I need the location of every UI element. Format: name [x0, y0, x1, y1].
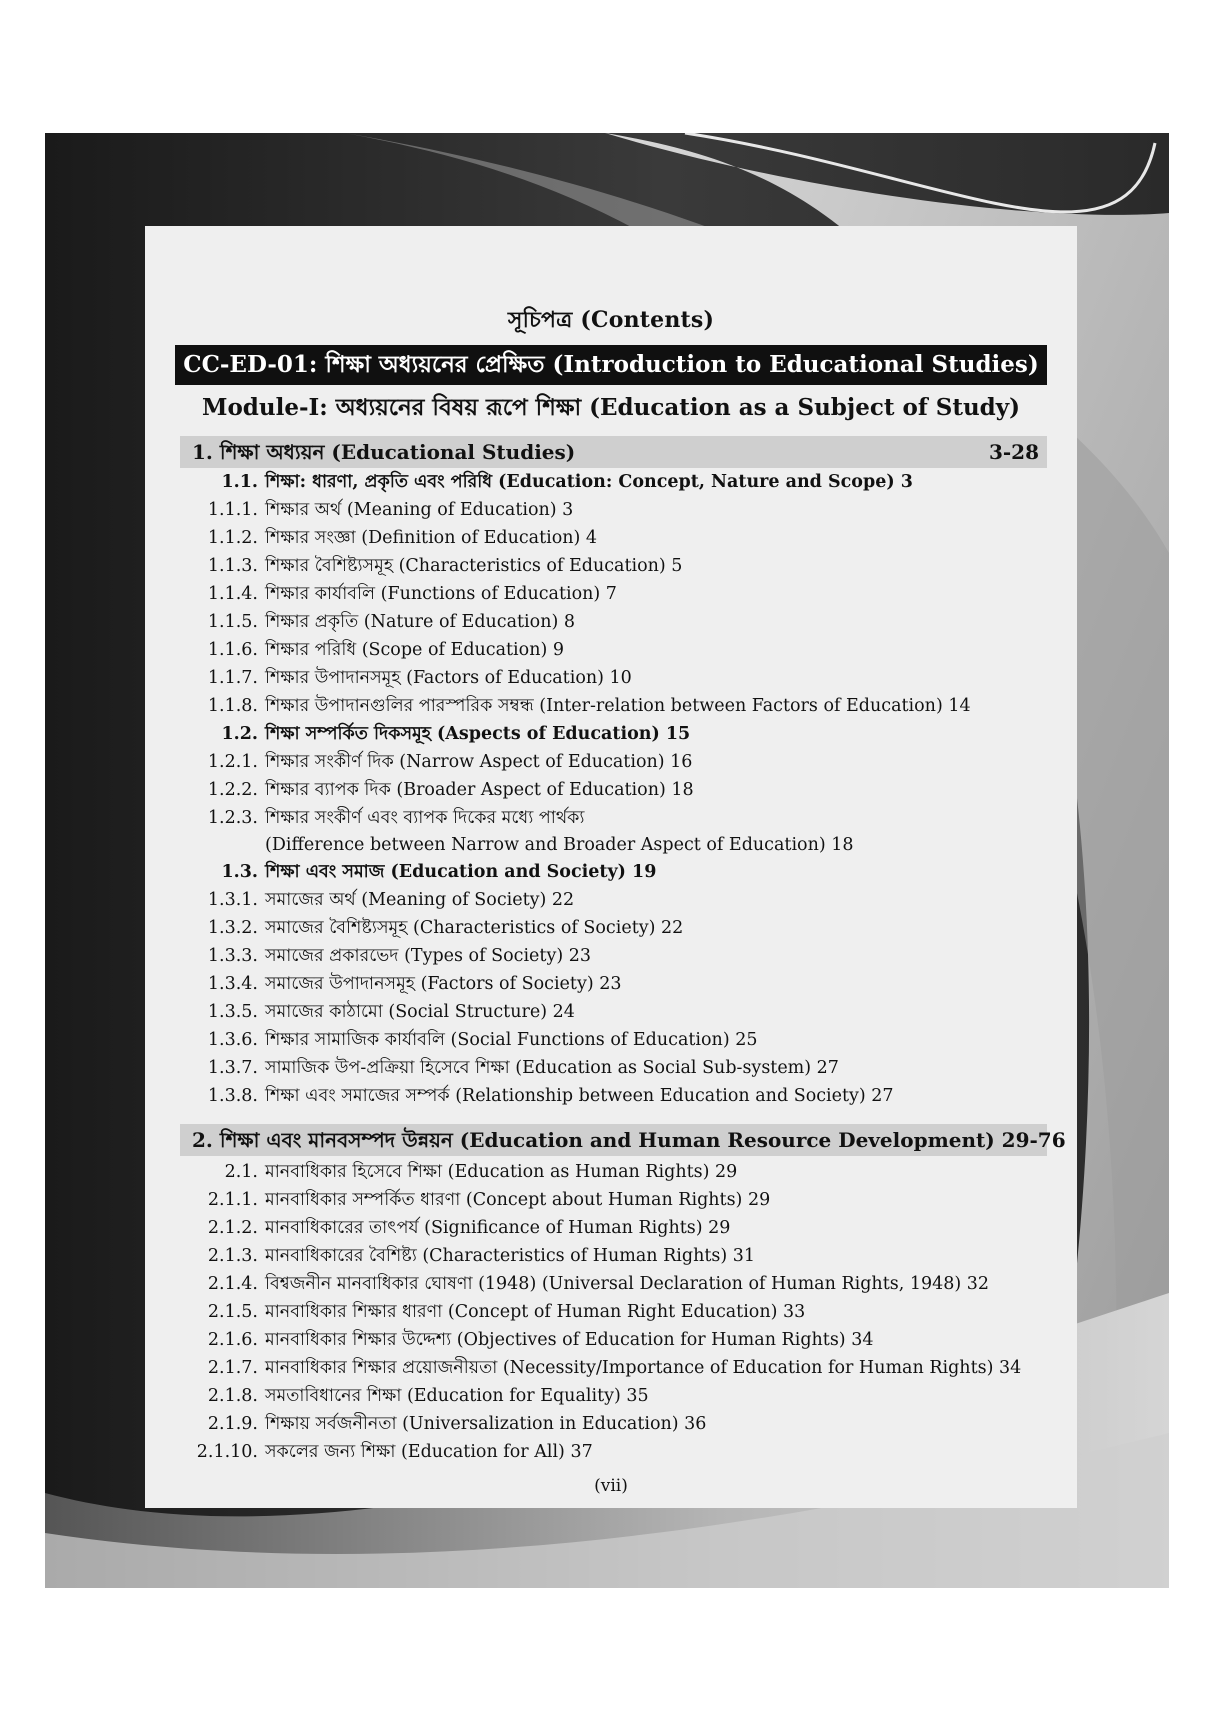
entry-title: শিক্ষার ব্যাপক দিক (Broader Aspect of Education) 18 — [265, 780, 694, 800]
entry-number: 2.1.1. — [207, 1190, 258, 1210]
entry-title: মানবাধিকারের বৈশিষ্ট্য (Characteristics of Human Rights) 31 — [265, 1246, 756, 1266]
entry-title: বিশ্বজনীন মানবাধিকার ঘোষণা (1948) (Universal Declaration of Human Rights, 1948) 32 — [265, 1274, 990, 1294]
entry-number: 2.1.8. — [207, 1386, 258, 1406]
entry-title: শিক্ষার কার্যাবলি (Functions of Education) 7 — [265, 584, 617, 604]
entry-title: শিক্ষায় সর্বজনীনতা (Universalization in Education) 36 — [265, 1414, 707, 1434]
entry-number: 1.3.6. — [207, 1030, 258, 1050]
entry-title: শিক্ষার সংজ্ঞা (Definition of Education) 4 — [265, 528, 598, 548]
entry-title: সমতাবিধানের শিক্ষা (Education for Equality) 35 — [265, 1386, 649, 1406]
entry-title: শিক্ষার উপাদানসমূহ (Factors of Education) 10 — [265, 668, 632, 688]
entry-title: সকলের জন্য শিক্ষা (Education for All) 37 — [265, 1442, 593, 1462]
entry-title: শিক্ষা এবং সমাজের সম্পর্ক (Relationship between Education and Society) 27 — [265, 1086, 894, 1106]
entry-number: 1.1.1. — [207, 500, 258, 520]
entry-number: 1.2.2. — [207, 780, 258, 800]
entry-title: শিক্ষার পরিধি (Scope of Education) 9 — [265, 640, 564, 660]
entry-title: শিক্ষার সংকীর্ণ দিক (Narrow Aspect of Education) 16 — [265, 752, 693, 772]
entry-number: 1.2.3. — [207, 808, 258, 828]
entry-number: 1.1.3. — [207, 556, 258, 576]
contents-title: সূচিপত্র (Contents) — [507, 307, 715, 333]
entry-title: (Difference between Narrow and Broader Aspect of Education) 18 — [265, 835, 854, 855]
entry-title: শিক্ষার অর্থ (Meaning of Education) 3 — [265, 500, 574, 520]
entry-title: মানবাধিকারের তাৎপর্য (Significance of Human Rights) 29 — [265, 1218, 731, 1238]
entry-number: 1.3.1. — [207, 890, 258, 910]
entry-title: মানবাধিকার সম্পর্কিত ধারণা (Concept about Human Rights) 29 — [265, 1190, 771, 1210]
entry-title: শিক্ষার উপাদানগুলির পারস্পরিক সম্বন্ধ (Inter-relation between Factors of Education) 14 — [265, 696, 971, 716]
chapter-title: 2. শিক্ষা এবং মানবসম্পদ উন্নয়ন (Education and Human Resource Development) 29-76 — [192, 1128, 1066, 1152]
entry-number: 2.1.3. — [207, 1246, 258, 1266]
chapter-title: 1. শিক্ষা অধ্যয়ন (Educational Studies) — [192, 440, 576, 464]
entry-number: 2.1.5. — [207, 1302, 258, 1322]
entry-number: 2.1.4. — [207, 1274, 258, 1294]
entry-number: 1.3.3. — [207, 946, 258, 966]
entry-title: সমাজের প্রকারভেদ (Types of Society) 23 — [265, 946, 591, 966]
entry-title: সমাজের উপাদানসমূহ (Factors of Society) 23 — [265, 974, 622, 994]
entry-number: 1.3. — [221, 862, 258, 882]
chapter-pages: 3-28 — [988, 440, 1039, 464]
entry-title: শিক্ষার বৈশিষ্ট্যসমূহ (Characteristics of Education) 5 — [265, 556, 683, 576]
entry-number: 1.1.5. — [207, 612, 258, 632]
entry-number: 1.3.5. — [207, 1002, 258, 1022]
entry-number: 1.2. — [221, 724, 258, 744]
course-heading: CC-ED-01: শিক্ষা অধ্যয়নের প্রেক্ষিত (Introduction to Educational Studies) — [175, 345, 1047, 385]
entry-number: 2.1.9. — [207, 1414, 258, 1434]
entry-title: শিক্ষার প্রকৃতি (Nature of Education) 8 — [265, 612, 575, 632]
entry-title: সামাজিক উপ-প্রক্রিয়া হিসেবে শিক্ষা (Education as Social Sub-system) 27 — [265, 1058, 839, 1078]
entry-title: শিক্ষা এবং সমাজ (Education and Society) 19 — [265, 862, 657, 882]
entry-number: 1.3.8. — [207, 1086, 258, 1106]
entry-title: মানবাধিকার শিক্ষার প্রয়োজনীয়তা (Necessity/Importance of Education for Human Rights) 34 — [265, 1358, 1022, 1378]
entry-title: সমাজের অর্থ (Meaning of Society) 22 — [265, 890, 575, 910]
entry-title: মানবাধিকার শিক্ষার উদ্দেশ্য (Objectives of Education for Human Rights) 34 — [265, 1330, 874, 1350]
entry-number: 1.3.4. — [207, 974, 258, 994]
entry-title: শিক্ষার সংকীর্ণ এবং ব্যাপক দিকের মধ্যে পার্থক্য — [265, 808, 585, 828]
entry-number: 1.1. — [221, 472, 258, 492]
entry-number: 1.3.2. — [207, 918, 258, 938]
entry-title: সমাজের কাঠামো (Social Structure) 24 — [265, 1002, 575, 1022]
entry-number: 2.1. — [224, 1162, 258, 1182]
contents-page — [145, 226, 1077, 1508]
chapter-1-heading — [180, 436, 1047, 468]
entry-number: 2.1.10. — [196, 1442, 258, 1462]
entry-number: 2.1.6. — [207, 1330, 258, 1350]
entry-number: 1.1.4. — [207, 584, 258, 604]
entry-number: 1.1.8. — [207, 696, 258, 716]
module-heading: Module-I: অধ্যয়নের বিষয় রূপে শিক্ষা (Education as a Subject of Study) — [201, 394, 1021, 421]
entry-number: 2.1.7. — [207, 1358, 258, 1378]
entry-number: 1.1.2. — [207, 528, 258, 548]
entry-number: 1.2.1. — [207, 752, 258, 772]
page-number: (vii) — [594, 1476, 628, 1496]
entry-number: 1.3.7. — [207, 1058, 258, 1078]
entry-number: 1.1.6. — [207, 640, 258, 660]
entry-title: মানবাধিকার শিক্ষার ধারণা (Concept of Human Right Education) 33 — [265, 1302, 806, 1322]
entry-title: মানবাধিকার হিসেবে শিক্ষা (Education as Human Rights) 29 — [265, 1162, 738, 1182]
entry-title: সমাজের বৈশিষ্ট্যসমূহ (Characteristics of Society) 22 — [265, 918, 684, 938]
entry-number: 1.1.7. — [207, 668, 258, 688]
entry-title: শিক্ষা: ধারণা, প্রকৃতি এবং পরিধি (Education: Concept, Nature and Scope) 3 — [265, 472, 913, 492]
entry-title: শিক্ষা সম্পর্কিত দিকসমূহ (Aspects of Education) 15 — [265, 724, 691, 744]
entry-number: 2.1.2. — [207, 1218, 258, 1238]
chapter-2-heading — [180, 1124, 1066, 1156]
entry-title: শিক্ষার সামাজিক কার্যাবলি (Social Functions of Education) 25 — [265, 1030, 758, 1050]
